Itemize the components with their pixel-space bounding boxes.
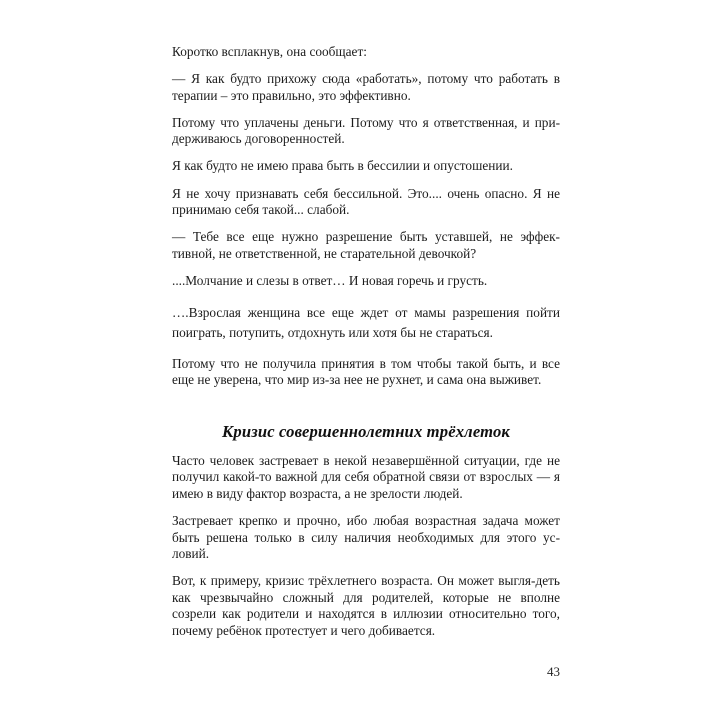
paragraph: Вот, к примеру, кризис трёхлетнего возраста. Он может выгля-деть как чрезвычайно сложный для родителей, которые не вполне созрели как родители и находятся в иллюзии относительно того, почему ребёнок протестует и чего добивается. [172,573,560,639]
page-number: 43 [547,664,560,679]
paragraph: Коротко всплакнув, она сообщает: [172,44,367,59]
paragraph: Потому что не получила принятия в том чтобы такой быть, и все еще не уверена, что мир из-за нее не рухнет, и сама она выживет. [172,355,560,388]
paragraph: Застревает крепко и прочно, ибо любая возрастная задача может быть решена только в силу наличия необходимых для этого ус-ловий. [172,513,560,562]
paragraph: Я не хочу признавать себя бессильной. Это.... очень опасно. Я не принимаю себя такой... слабой. [172,185,560,218]
paragraph: ….Взрослая женщина все еще ждет от мамы разрешения пойти поиграть, потупить, отдохнуть или хотя бы не стараться. [172,304,560,341]
section-heading: Кризис совершеннолетних трёхлеток [222,421,510,441]
paragraph: — Я как будто прихожу сюда «работать», потому что работать в терапии – это правильно, это эффективно. [172,71,560,103]
paragraph: Потому что уплачены деньги. Потому что я ответственная, и при-держиваюсь договоренностей. [172,114,560,147]
paragraph: Я как будто не имею права быть в бессилии и опустошении. [172,158,513,174]
paragraph: ....Молчание и слезы в ответ… И новая горечь и грусть. [172,272,488,288]
paragraph: Часто человек застревает в некой незавершённой ситуации, где не получил какой-то важной для себя обратной связи от взрослых — я имею в виду фактор возраста, а не зрелости людей. [172,452,560,501]
section-heading-wrapper [172,422,560,442]
text-column [172,44,560,650]
paragraph: — Тебе все еще нужно разрешение быть уставшей, не эффек-тивной, не ответственной, не старательной девочкой? [172,229,560,261]
